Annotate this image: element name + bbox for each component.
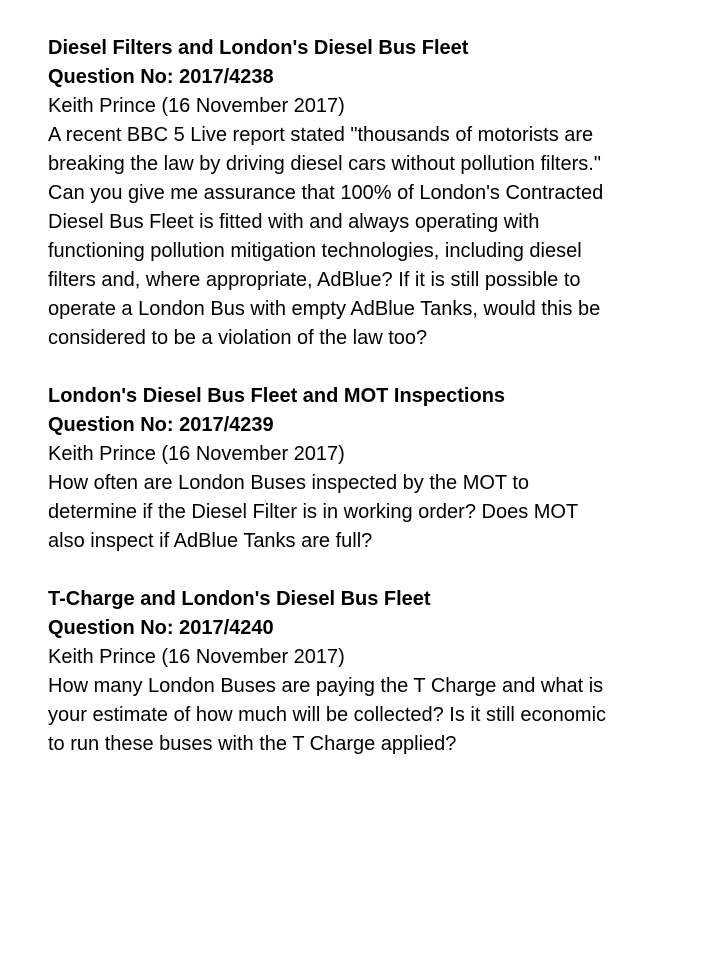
question-author: Keith Prince (16 November 2017) <box>48 646 345 668</box>
question-entry <box>48 382 713 556</box>
body-line: How often are London Buses inspected by the MOT to <box>48 472 530 494</box>
body-line: filters and, where appropriate, AdBlue? If it is still possible to <box>48 269 581 291</box>
body-line: considered to be a violation of the law too? <box>48 327 428 349</box>
question-entry <box>48 34 713 353</box>
question-author: Keith Prince (16 November 2017) <box>48 95 345 117</box>
body-line: also inspect if AdBlue Tanks are full? <box>48 530 373 552</box>
body-line: operate a London Bus with empty AdBlue Tanks, would this be <box>48 298 601 320</box>
question-number: Question No: 2017/4239 <box>48 414 274 436</box>
question-title: T-Charge and London's Diesel Bus Fleet <box>48 588 431 610</box>
body-line: your estimate of how much will be collected? Is it still economic <box>48 704 607 726</box>
question-body <box>48 121 713 353</box>
question-author: Keith Prince (16 November 2017) <box>48 443 345 465</box>
question-title: London's Diesel Bus Fleet and MOT Inspections <box>48 385 506 407</box>
body-line: determine if the Diesel Filter is in working order? Does MOT <box>48 501 579 523</box>
body-line: A recent BBC 5 Live report stated "thousands of motorists are <box>48 124 594 146</box>
document <box>48 34 713 788</box>
question-number: Question No: 2017/4240 <box>48 617 274 639</box>
question-body <box>48 469 713 556</box>
question-number: Question No: 2017/4238 <box>48 66 274 88</box>
body-line: How many London Buses are paying the T Charge and what is <box>48 675 604 697</box>
body-line: breaking the law by driving diesel cars without pollution filters." <box>48 153 601 175</box>
body-line: Can you give me assurance that 100% of London's Contracted <box>48 182 604 204</box>
body-line: to run these buses with the T Charge applied? <box>48 733 457 755</box>
question-body <box>48 672 713 759</box>
body-line: functioning pollution mitigation technologies, including diesel <box>48 240 582 262</box>
question-entry <box>48 585 713 759</box>
question-title: Diesel Filters and London's Diesel Bus Fleet <box>48 37 469 59</box>
body-line: Diesel Bus Fleet is fitted with and always operating with <box>48 211 540 233</box>
